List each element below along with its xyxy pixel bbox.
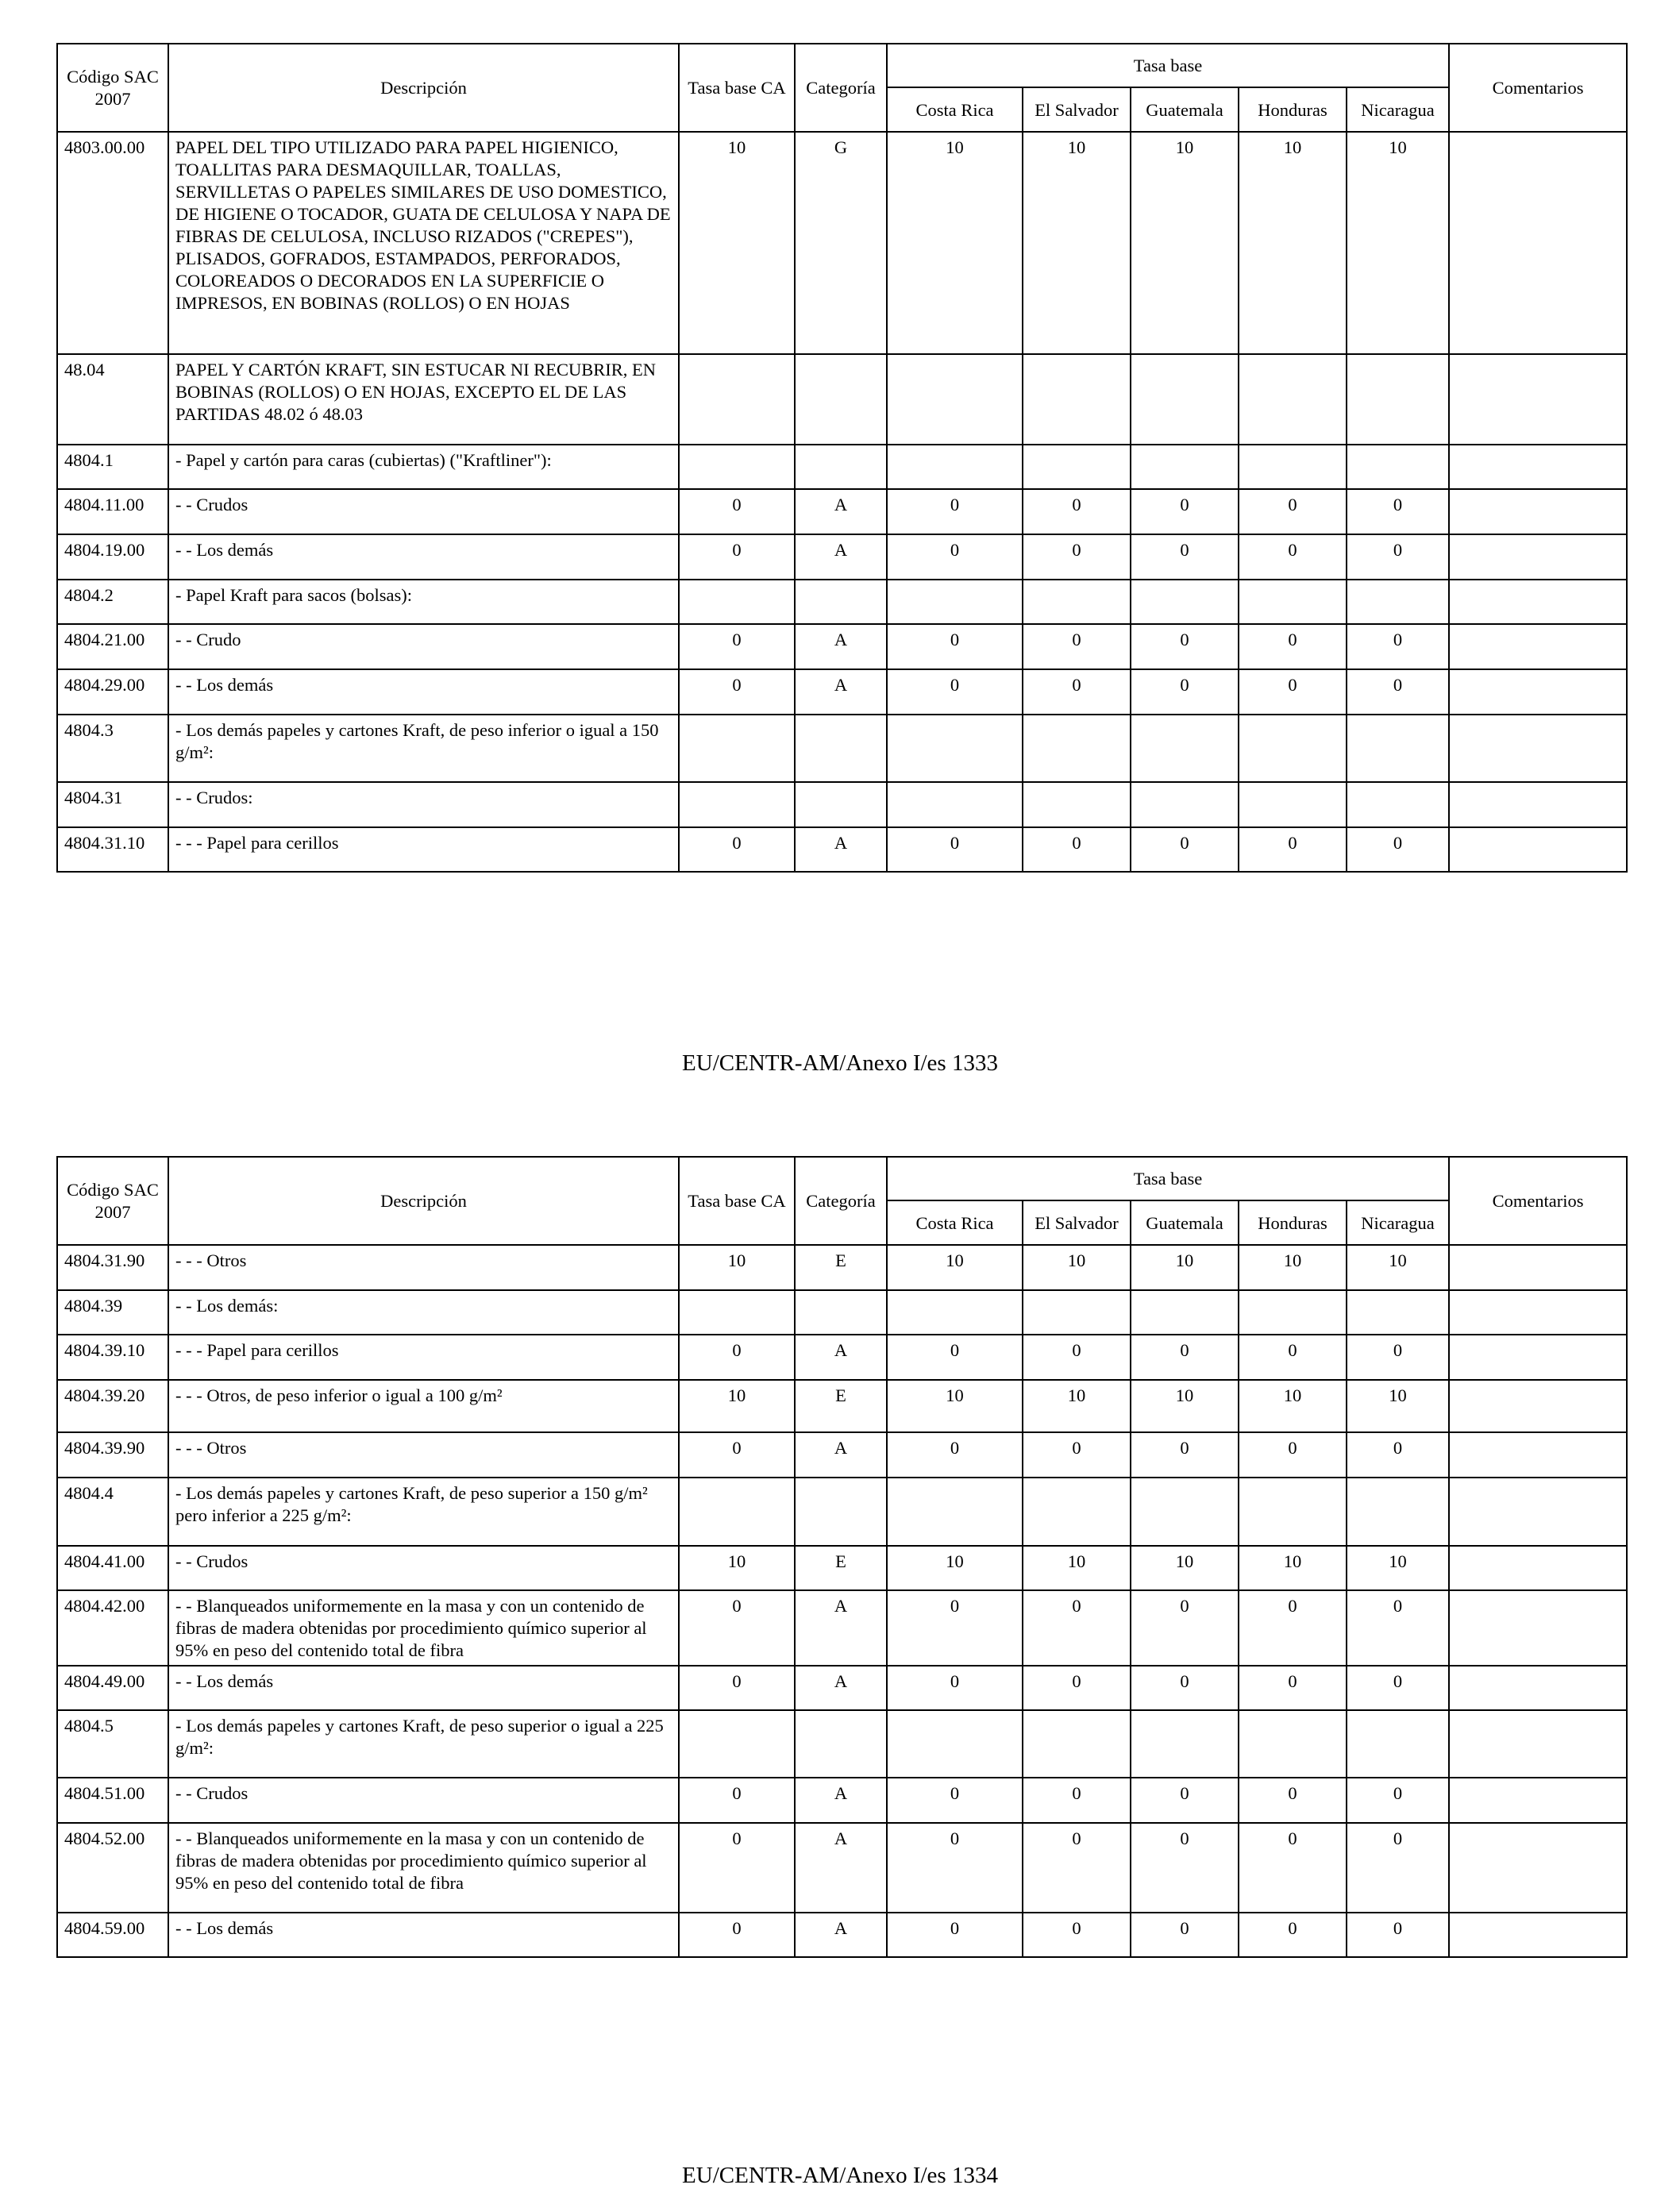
row-comments: [1449, 534, 1627, 580]
row-nicaragua: 0: [1347, 1590, 1449, 1666]
row-base-ca: 0: [679, 1778, 795, 1823]
table-row: [57, 354, 1627, 445]
row-el-salvador: 0: [1023, 827, 1131, 872]
row-base-ca: 10: [679, 1546, 795, 1590]
row-base-ca: 0: [679, 534, 795, 580]
row-description: - - Blanqueados uniformemente en la masa y con un contenido de fibras de madera obtenidas por procedimiento químico superior al 95% en peso del contenido total de fibra: [168, 1590, 679, 1666]
row-category: [795, 1290, 887, 1335]
row-nicaragua: 0: [1347, 534, 1449, 580]
row-costa-rica: 0: [887, 1778, 1023, 1823]
row-category: A: [795, 534, 887, 580]
row-category: A: [795, 1778, 887, 1823]
row-honduras: 10: [1239, 1546, 1347, 1590]
row-category: E: [795, 1380, 887, 1432]
row-nicaragua: [1347, 354, 1449, 445]
row-el-salvador: 0: [1023, 489, 1131, 534]
row-code: 4804.4: [57, 1478, 168, 1546]
row-guatemala: [1131, 1710, 1239, 1778]
row-el-salvador: 0: [1023, 624, 1131, 669]
row-comments: [1449, 1546, 1627, 1590]
row-honduras: [1239, 445, 1347, 489]
row-category: [795, 782, 887, 827]
table-row: [57, 1245, 1627, 1290]
row-category: [795, 1478, 887, 1546]
tariff-table-page-1: [56, 43, 1628, 873]
row-el-salvador: 0: [1023, 1666, 1131, 1710]
row-el-salvador: 0: [1023, 534, 1131, 580]
table-row: [57, 715, 1627, 782]
row-honduras: 0: [1239, 1823, 1347, 1913]
row-honduras: 0: [1239, 669, 1347, 715]
row-code: 4804.59.00: [57, 1913, 168, 1957]
row-costa-rica: 0: [887, 534, 1023, 580]
row-base-ca: [679, 445, 795, 489]
row-nicaragua: [1347, 445, 1449, 489]
row-code: 4804.21.00: [57, 624, 168, 669]
row-code: 4804.31.90: [57, 1245, 168, 1290]
row-nicaragua: 10: [1347, 132, 1449, 354]
header-tasa-base: Tasa base: [887, 1157, 1449, 1200]
row-description: - - Crudos: [168, 489, 679, 534]
row-description: - - Crudo: [168, 624, 679, 669]
table-row: [57, 580, 1627, 624]
row-comments: [1449, 489, 1627, 534]
header-base-ca: Tasa base CA: [679, 1157, 795, 1245]
header-guatemala: Guatemala: [1131, 1200, 1239, 1245]
row-category: A: [795, 1666, 887, 1710]
row-nicaragua: [1347, 580, 1449, 624]
row-base-ca: [679, 1290, 795, 1335]
row-category: A: [795, 1823, 887, 1913]
row-base-ca: 0: [679, 624, 795, 669]
table-row: [57, 1823, 1627, 1913]
row-category: E: [795, 1546, 887, 1590]
row-guatemala: [1131, 782, 1239, 827]
row-nicaragua: 10: [1347, 1546, 1449, 1590]
row-costa-rica: 0: [887, 1823, 1023, 1913]
row-base-ca: 0: [679, 1590, 795, 1666]
table-row: [57, 1913, 1627, 1957]
row-base-ca: 10: [679, 1380, 795, 1432]
row-base-ca: 0: [679, 1432, 795, 1478]
row-code: 4804.5: [57, 1710, 168, 1778]
row-nicaragua: 0: [1347, 489, 1449, 534]
row-base-ca: [679, 782, 795, 827]
row-base-ca: 0: [679, 489, 795, 534]
header-base-ca: Tasa base CA: [679, 44, 795, 132]
row-code: 4804.2: [57, 580, 168, 624]
table-row: [57, 1710, 1627, 1778]
header-comments: Comentarios: [1449, 44, 1627, 132]
row-code: 4804.3: [57, 715, 168, 782]
row-nicaragua: 0: [1347, 669, 1449, 715]
row-code: 4804.39.10: [57, 1335, 168, 1380]
row-honduras: 0: [1239, 534, 1347, 580]
row-nicaragua: [1347, 1478, 1449, 1546]
row-category: A: [795, 827, 887, 872]
row-code: 4804.1: [57, 445, 168, 489]
row-honduras: [1239, 354, 1347, 445]
header-category: Categoría: [795, 1157, 887, 1245]
row-honduras: 10: [1239, 132, 1347, 354]
header-el-salvador: El Salvador: [1023, 1200, 1131, 1245]
row-description: - - Los demás: [168, 534, 679, 580]
row-base-ca: [679, 1478, 795, 1546]
row-code: 4804.51.00: [57, 1778, 168, 1823]
row-costa-rica: 10: [887, 1380, 1023, 1432]
row-code: 4804.39.20: [57, 1380, 168, 1432]
row-code: 4803.00.00: [57, 132, 168, 354]
row-comments: [1449, 1478, 1627, 1546]
row-el-salvador: [1023, 1290, 1131, 1335]
header-code: Código SAC 2007: [57, 1157, 168, 1245]
row-el-salvador: 0: [1023, 1432, 1131, 1478]
row-category: A: [795, 489, 887, 534]
row-guatemala: 0: [1131, 1666, 1239, 1710]
row-description: - - - Papel para cerillos: [168, 1335, 679, 1380]
row-comments: [1449, 1335, 1627, 1380]
row-honduras: 0: [1239, 1335, 1347, 1380]
row-honduras: 10: [1239, 1380, 1347, 1432]
row-category: [795, 1710, 887, 1778]
row-honduras: [1239, 782, 1347, 827]
row-guatemala: [1131, 1290, 1239, 1335]
row-guatemala: 10: [1131, 1380, 1239, 1432]
row-base-ca: [679, 580, 795, 624]
row-nicaragua: 0: [1347, 1913, 1449, 1957]
row-costa-rica: [887, 445, 1023, 489]
row-guatemala: 10: [1131, 1245, 1239, 1290]
table-row: [57, 669, 1627, 715]
row-code: 4804.39.90: [57, 1432, 168, 1478]
row-description: - - Crudos: [168, 1778, 679, 1823]
table-row: [57, 782, 1627, 827]
row-el-salvador: 10: [1023, 1245, 1131, 1290]
row-category: A: [795, 1432, 887, 1478]
row-comments: [1449, 354, 1627, 445]
row-nicaragua: 0: [1347, 1823, 1449, 1913]
row-guatemala: 0: [1131, 669, 1239, 715]
row-guatemala: 0: [1131, 827, 1239, 872]
row-costa-rica: 0: [887, 1335, 1023, 1380]
table-row: [57, 132, 1627, 354]
row-comments: [1449, 1666, 1627, 1710]
row-nicaragua: 0: [1347, 1778, 1449, 1823]
row-costa-rica: [887, 1478, 1023, 1546]
row-category: A: [795, 669, 887, 715]
row-nicaragua: 10: [1347, 1245, 1449, 1290]
row-code: 4804.41.00: [57, 1546, 168, 1590]
row-honduras: 0: [1239, 1666, 1347, 1710]
row-code: 4804.31.10: [57, 827, 168, 872]
row-category: [795, 354, 887, 445]
row-description: - Papel Kraft para sacos (bolsas):: [168, 580, 679, 624]
row-description: - - Crudos: [168, 1546, 679, 1590]
row-description: - - Los demás:: [168, 1290, 679, 1335]
row-base-ca: 0: [679, 1913, 795, 1957]
row-category: A: [795, 1590, 887, 1666]
table-row: [57, 1380, 1627, 1432]
row-base-ca: 0: [679, 827, 795, 872]
row-honduras: [1239, 1290, 1347, 1335]
row-costa-rica: 0: [887, 624, 1023, 669]
row-costa-rica: 0: [887, 1666, 1023, 1710]
row-base-ca: 0: [679, 1666, 795, 1710]
row-category: [795, 445, 887, 489]
row-comments: [1449, 827, 1627, 872]
row-el-salvador: 0: [1023, 1823, 1131, 1913]
row-guatemala: 0: [1131, 489, 1239, 534]
row-honduras: 0: [1239, 489, 1347, 534]
table-row: [57, 1335, 1627, 1380]
row-comments: [1449, 1590, 1627, 1666]
row-costa-rica: 0: [887, 1432, 1023, 1478]
row-comments: [1449, 624, 1627, 669]
row-code: 4804.29.00: [57, 669, 168, 715]
row-honduras: 0: [1239, 1913, 1347, 1957]
row-comments: [1449, 715, 1627, 782]
row-description: - Los demás papeles y cartones Kraft, de peso superior o igual a 225 g/m²:: [168, 1710, 679, 1778]
row-honduras: [1239, 1478, 1347, 1546]
row-guatemala: [1131, 1478, 1239, 1546]
row-code: 4804.19.00: [57, 534, 168, 580]
header-honduras: Honduras: [1239, 87, 1347, 132]
row-comments: [1449, 1823, 1627, 1913]
row-description: - - - Otros: [168, 1432, 679, 1478]
row-el-salvador: [1023, 782, 1131, 827]
header-description: Descripción: [168, 44, 679, 132]
row-guatemala: 0: [1131, 1823, 1239, 1913]
row-guatemala: 0: [1131, 1335, 1239, 1380]
row-guatemala: [1131, 580, 1239, 624]
row-base-ca: 10: [679, 1245, 795, 1290]
table-row: [57, 1290, 1627, 1335]
row-guatemala: 0: [1131, 624, 1239, 669]
row-costa-rica: [887, 354, 1023, 445]
row-description: - - Blanqueados uniformemente en la masa y con un contenido de fibras de madera obtenidas por procedimiento químico superior al 95% en peso del contenido total de fibra: [168, 1823, 679, 1913]
row-category: G: [795, 132, 887, 354]
row-category: A: [795, 624, 887, 669]
row-comments: [1449, 782, 1627, 827]
row-nicaragua: [1347, 1290, 1449, 1335]
row-costa-rica: [887, 1710, 1023, 1778]
row-costa-rica: 0: [887, 827, 1023, 872]
row-comments: [1449, 1245, 1627, 1290]
row-costa-rica: [887, 782, 1023, 827]
row-nicaragua: 0: [1347, 624, 1449, 669]
row-base-ca: [679, 715, 795, 782]
row-category: A: [795, 1913, 887, 1957]
row-nicaragua: 0: [1347, 1335, 1449, 1380]
row-comments: [1449, 1913, 1627, 1957]
row-category: [795, 715, 887, 782]
header-honduras: Honduras: [1239, 1200, 1347, 1245]
row-description: - - - Papel para cerillos: [168, 827, 679, 872]
row-el-salvador: [1023, 1478, 1131, 1546]
row-el-salvador: 0: [1023, 1778, 1131, 1823]
row-comments: [1449, 445, 1627, 489]
row-base-ca: 0: [679, 669, 795, 715]
header-category: Categoría: [795, 44, 887, 132]
row-el-salvador: 0: [1023, 1335, 1131, 1380]
header-nicaragua: Nicaragua: [1347, 1200, 1449, 1245]
row-guatemala: 10: [1131, 132, 1239, 354]
page-footer-2: EU/CENTR-AM/Anexo I/es 1334: [682, 2163, 998, 2188]
row-code: 4804.31: [57, 782, 168, 827]
row-category: A: [795, 1335, 887, 1380]
row-description: PAPEL DEL TIPO UTILIZADO PARA PAPEL HIGIENICO, TOALLITAS PARA DESMAQUILLAR, TOALLAS, SERVILLETAS O PAPELES SIMILARES DE USO DOMESTICO, DE HIGIENE O TOCADOR, GUATA DE CELULOSA Y NAPA DE FIBRAS DE CELULOSA, INCLUSO RIZADOS ("CREPES"), PLISADOS, GOFRADOS, ESTAMPADOS, PERFORADOS, COLOREADOS O DECORADOS EN LA SUPERFICIE O IMPRESOS, EN BOBINAS (ROLLOS) O EN HOJAS: [168, 132, 679, 354]
table-row: [57, 534, 1627, 580]
header-costa-rica: Costa Rica: [887, 1200, 1023, 1245]
page-footer-1: EU/CENTR-AM/Anexo I/es 1333: [682, 1050, 998, 1076]
row-costa-rica: 0: [887, 1590, 1023, 1666]
row-description: - - Crudos:: [168, 782, 679, 827]
row-base-ca: [679, 1710, 795, 1778]
row-comments: [1449, 1710, 1627, 1778]
row-el-salvador: 10: [1023, 132, 1131, 354]
row-el-salvador: [1023, 1710, 1131, 1778]
row-nicaragua: 0: [1347, 1666, 1449, 1710]
header-el-salvador: El Salvador: [1023, 87, 1131, 132]
row-description: - Los demás papeles y cartones Kraft, de peso inferior o igual a 150 g/m²:: [168, 715, 679, 782]
row-el-salvador: [1023, 445, 1131, 489]
row-nicaragua: 10: [1347, 1380, 1449, 1432]
row-guatemala: 0: [1131, 1590, 1239, 1666]
row-comments: [1449, 669, 1627, 715]
header-description: Descripción: [168, 1157, 679, 1245]
row-comments: [1449, 1778, 1627, 1823]
table-row: [57, 1778, 1627, 1823]
row-el-salvador: 0: [1023, 1590, 1131, 1666]
row-code: 48.04: [57, 354, 168, 445]
row-guatemala: [1131, 354, 1239, 445]
row-description: - - - Otros, de peso inferior o igual a 100 g/m²: [168, 1380, 679, 1432]
row-code: 4804.39: [57, 1290, 168, 1335]
row-comments: [1449, 1380, 1627, 1432]
row-costa-rica: 0: [887, 669, 1023, 715]
row-code: 4804.42.00: [57, 1590, 168, 1666]
row-guatemala: [1131, 715, 1239, 782]
row-comments: [1449, 1290, 1627, 1335]
row-honduras: [1239, 1710, 1347, 1778]
row-honduras: [1239, 715, 1347, 782]
header-code: Código SAC 2007: [57, 44, 168, 132]
table-row: [57, 1590, 1627, 1666]
table-row: [57, 1666, 1627, 1710]
row-category: E: [795, 1245, 887, 1290]
row-category: [795, 580, 887, 624]
row-description: - - Los demás: [168, 1913, 679, 1957]
row-guatemala: 10: [1131, 1546, 1239, 1590]
row-comments: [1449, 132, 1627, 354]
header-guatemala: Guatemala: [1131, 87, 1239, 132]
row-honduras: [1239, 580, 1347, 624]
row-description: PAPEL Y CARTÓN KRAFT, SIN ESTUCAR NI RECUBRIR, EN BOBINAS (ROLLOS) O EN HOJAS, EXCEPTO EL DE LAS PARTIDAS 48.02 ó 48.03: [168, 354, 679, 445]
row-nicaragua: [1347, 715, 1449, 782]
row-description: - - - Otros: [168, 1245, 679, 1290]
table-row: [57, 624, 1627, 669]
row-el-salvador: 0: [1023, 669, 1131, 715]
row-description: - Los demás papeles y cartones Kraft, de peso superior a 150 g/m² pero inferior a 225 g/m²:: [168, 1478, 679, 1546]
row-guatemala: [1131, 445, 1239, 489]
row-costa-rica: 10: [887, 132, 1023, 354]
tariff-table-page-2: [56, 1156, 1628, 1958]
row-costa-rica: [887, 580, 1023, 624]
row-comments: [1449, 580, 1627, 624]
row-comments: [1449, 1432, 1627, 1478]
row-code: 4804.52.00: [57, 1823, 168, 1913]
row-honduras: 0: [1239, 1778, 1347, 1823]
table-row: [57, 489, 1627, 534]
row-costa-rica: 10: [887, 1245, 1023, 1290]
row-base-ca: [679, 354, 795, 445]
row-nicaragua: 0: [1347, 827, 1449, 872]
row-costa-rica: [887, 1290, 1023, 1335]
row-costa-rica: 0: [887, 489, 1023, 534]
row-base-ca: 10: [679, 132, 795, 354]
row-costa-rica: [887, 715, 1023, 782]
row-nicaragua: 0: [1347, 1432, 1449, 1478]
row-guatemala: 0: [1131, 1778, 1239, 1823]
row-honduras: 0: [1239, 624, 1347, 669]
header-nicaragua: Nicaragua: [1347, 87, 1449, 132]
row-guatemala: 0: [1131, 534, 1239, 580]
table-row: [57, 1546, 1627, 1590]
row-costa-rica: 0: [887, 1913, 1023, 1957]
row-base-ca: 0: [679, 1823, 795, 1913]
row-el-salvador: [1023, 354, 1131, 445]
row-base-ca: 0: [679, 1335, 795, 1380]
row-description: - Papel y cartón para caras (cubiertas) ("Kraftliner"):: [168, 445, 679, 489]
header-tasa-base: Tasa base: [887, 44, 1449, 87]
row-el-salvador: [1023, 580, 1131, 624]
header-comments: Comentarios: [1449, 1157, 1627, 1245]
row-el-salvador: [1023, 715, 1131, 782]
row-description: - - Los demás: [168, 669, 679, 715]
row-description: - - Los demás: [168, 1666, 679, 1710]
row-el-salvador: 10: [1023, 1380, 1131, 1432]
row-honduras: 0: [1239, 1590, 1347, 1666]
row-nicaragua: [1347, 1710, 1449, 1778]
table-row: [57, 827, 1627, 872]
row-honduras: 0: [1239, 827, 1347, 872]
table-row: [57, 445, 1627, 489]
table-row: [57, 1432, 1627, 1478]
row-honduras: 0: [1239, 1432, 1347, 1478]
header-costa-rica: Costa Rica: [887, 87, 1023, 132]
row-costa-rica: 10: [887, 1546, 1023, 1590]
row-el-salvador: 10: [1023, 1546, 1131, 1590]
row-guatemala: 0: [1131, 1913, 1239, 1957]
table-row: [57, 1478, 1627, 1546]
row-guatemala: 0: [1131, 1432, 1239, 1478]
row-el-salvador: 0: [1023, 1913, 1131, 1957]
row-nicaragua: [1347, 782, 1449, 827]
row-code: 4804.11.00: [57, 489, 168, 534]
row-code: 4804.49.00: [57, 1666, 168, 1710]
row-honduras: 10: [1239, 1245, 1347, 1290]
